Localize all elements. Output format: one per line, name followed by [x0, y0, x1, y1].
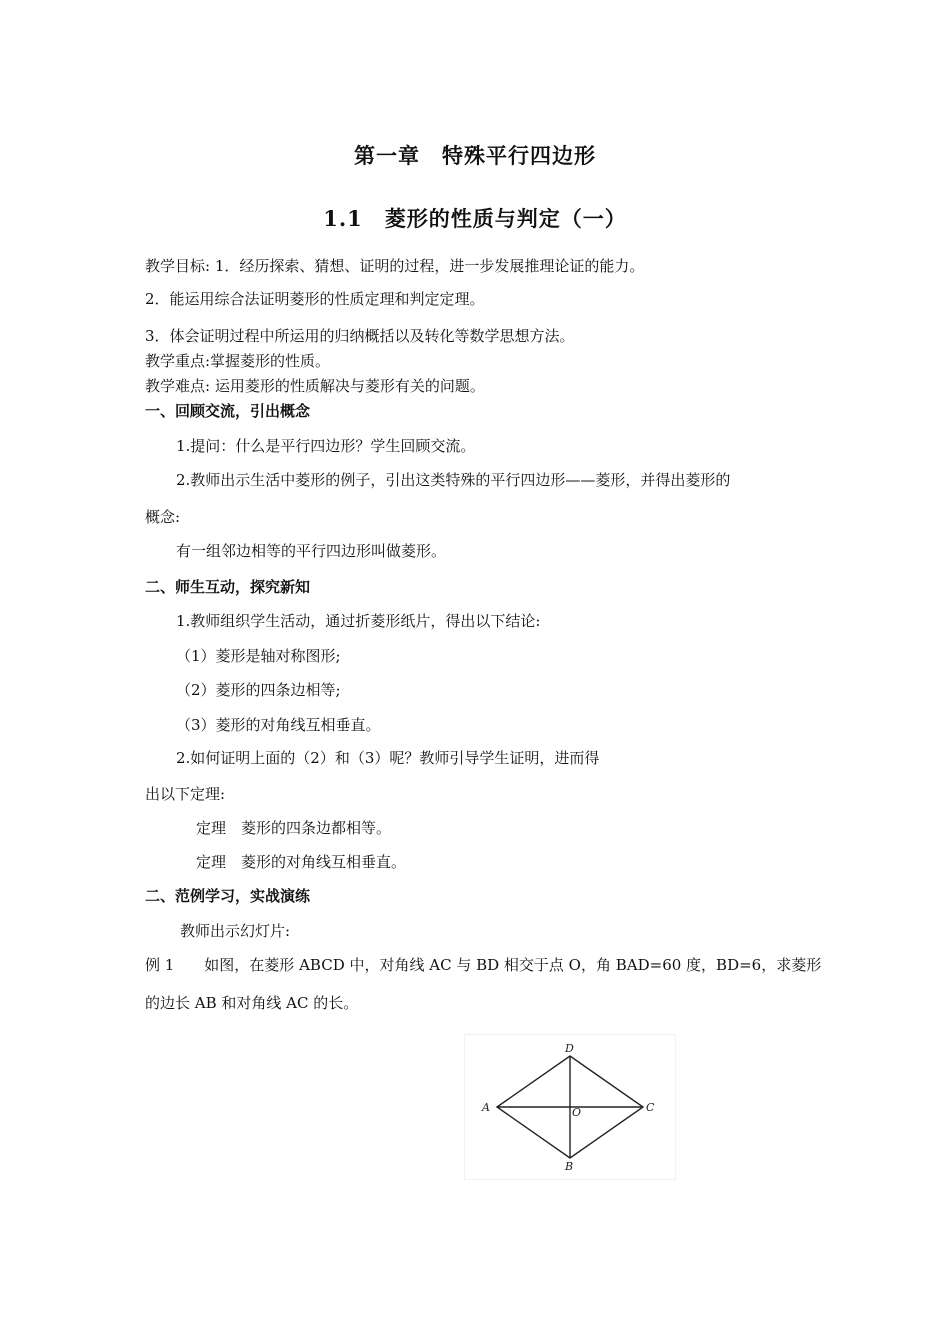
part1-line-1: 1.提问：什么是平行四边形？学生回顾交流。 [176, 437, 476, 455]
section-title: 1.1 菱形的性质与判定（一） [323, 206, 627, 231]
part1-line-2: 2.教师出示生活中菱形的例子，引出这类特殊的平行四边形——菱形，并得出菱形的 [176, 471, 731, 489]
label-o: O [572, 1106, 582, 1119]
part2-line-3: （2）菱形的四条边相等; [176, 681, 341, 699]
part1-line-3: 概念: [145, 508, 181, 526]
example-1-cont: 的边长 AB 和对角线 AC 的长。 [145, 994, 359, 1012]
part2-line-4: （3）菱形的对角线互相垂直。 [176, 716, 381, 734]
theorem-2: 定理 菱形的对角线互相垂直。 [196, 853, 407, 871]
theorem-1: 定理 菱形的四条边都相等。 [196, 819, 392, 837]
part2-line-6: 出以下定理: [145, 785, 226, 803]
label-b: B [565, 1160, 574, 1173]
chapter-title: 第一章 特殊平行四边形 [354, 143, 596, 168]
part3-line-1: 教师出示幻灯片: [180, 922, 291, 940]
part3-heading: 二、范例学习，实战演练 [145, 887, 311, 905]
label-c: C [646, 1101, 655, 1114]
difficulty: 教学难点: 运用菱形的性质解决与菱形有关的问题。 [145, 377, 485, 395]
objective-3: 3．体会证明过程中所运用的归纳概括以及转化等数学思想方法。 [145, 327, 575, 345]
objective-1: 教学目标: 1．经历探索、猜想、证明的过程，进一步发展推理论证的能力。 [145, 257, 645, 275]
part2-line-5: 2.如何证明上面的（2）和（3）呢？教师引导学生证明，进而得 [176, 749, 600, 767]
example-1: 例 1 如图，在菱形 ABCD 中，对角线 AC 与 BD 相交于点 O，角 BAD=60 度，BD=6，求菱形 [145, 956, 822, 974]
objective-2: 2．能运用综合法证明菱形的性质定理和判定定理。 [145, 290, 485, 308]
key-point: 教学重点:掌握菱形的性质。 [145, 352, 331, 370]
part2-line-2: （1）菱形是轴对称图形; [176, 647, 341, 665]
part1-definition: 有一组邻边相等的平行四边形叫做菱形。 [176, 542, 447, 560]
part1-heading: 一、回顾交流，引出概念 [145, 402, 311, 420]
label-a: A [482, 1101, 490, 1114]
part2-heading: 二、师生互动，探究新知 [145, 578, 311, 596]
rhombus-figure [464, 1034, 676, 1180]
part2-line-1: 1.教师组织学生活动，通过折菱形纸片，得出以下结论: [176, 612, 541, 630]
label-d: D [565, 1042, 574, 1055]
